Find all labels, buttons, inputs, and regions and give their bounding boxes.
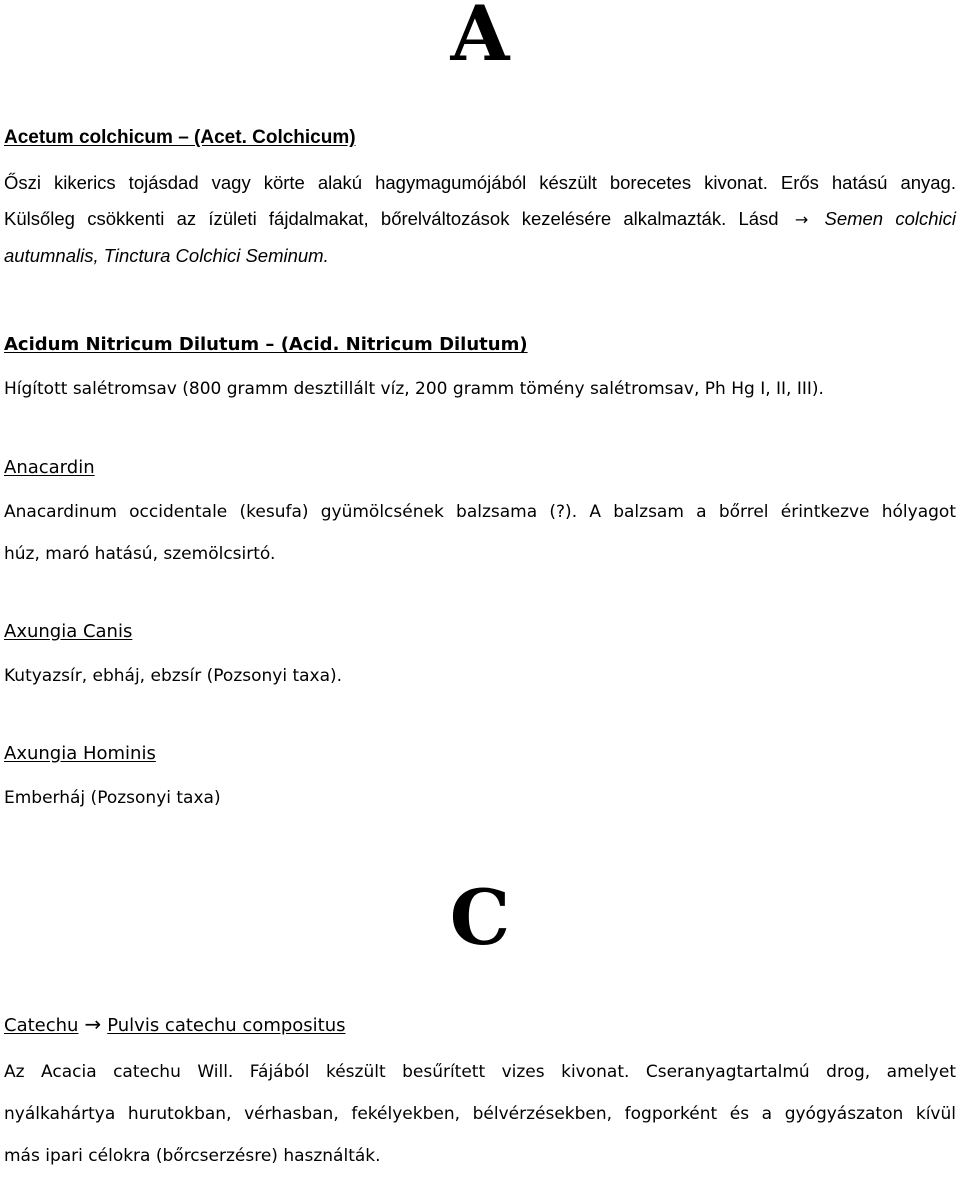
title-term: Catechu — [4, 1015, 79, 1036]
arrow-right-icon: → — [84, 1012, 102, 1036]
see-reference-continued: autumnalis, Tinctura Colchici Seminum. — [4, 245, 329, 266]
entry-axungia-canis — [4, 619, 956, 697]
entry-body — [4, 777, 956, 819]
entry-body — [4, 655, 956, 697]
body-line: Az Acacia catechu Will. Fájából készült besűrített vizes kivonat. Cseranyagtartalmú drog, amelyet — [4, 1062, 956, 1082]
body-line: húz, maró hatású, szemölcsirtó. — [4, 544, 276, 564]
entry-axungia-hominis — [4, 741, 956, 819]
see-reference: Semen colchici — [824, 208, 957, 229]
entry-anacardin — [4, 455, 956, 575]
entry-acidum-nitricum — [4, 332, 956, 410]
body-line: más ipari célokra (bőrcserzésre) használták. — [4, 1146, 381, 1166]
entry-title: Acidum Nitricum Dilutum – (Acid. Nitricum Dilutum) — [4, 334, 528, 355]
entry-title: Acetum colchicum – (Acet. Colchicum) — [4, 127, 356, 148]
entry-title: Axungia Hominis — [4, 743, 156, 764]
body-line: nyálkahártya hurutokban, vérhasban, fekélyekben, bélvérzésekben, fogporként és a gyógyászaton kívül — [4, 1104, 956, 1124]
entry-body — [4, 491, 956, 575]
body-line — [4, 201, 956, 238]
entry-acetum-colchicum — [4, 125, 956, 274]
entry-body — [4, 1051, 956, 1177]
body-line: Őszi kikerics tojásdad vagy körte alakú hagymagumójából készült borecetes kivonat. Erős hatású anyag. — [4, 172, 956, 193]
entry-title — [4, 1011, 956, 1039]
body-text: Külsőleg csökkenti az ízületi fájdalmakat, bőrelváltozások kezelésére alkalmazták. Lásd — [4, 208, 779, 229]
body-line: Hígított salétromsav (800 gramm desztillált víz, 200 gramm tömény salétromsav, Ph Hg I, II, III). — [4, 379, 824, 399]
body-line: Emberháj (Pozsonyi taxa) — [4, 788, 221, 808]
entry-body — [4, 165, 956, 274]
arrow-right-icon: → — [794, 210, 809, 229]
body-line: Anacardinum occidentale (kesufa) gyümölcsének balzsama (?). A balzsam a bőrrel érintkezve hólyagot — [4, 502, 956, 522]
body-line: Kutyazsír, ebháj, ebzsír (Pozsonyi taxa). — [4, 666, 343, 686]
entry-title: Axungia Canis — [4, 621, 133, 642]
section-letter-a: A — [450, 0, 510, 78]
entry-body — [4, 368, 956, 410]
entry-title: Anacardin — [4, 457, 95, 478]
section-letter-c: C — [449, 873, 511, 962]
title-see-reference: Pulvis catechu compositus — [107, 1015, 346, 1036]
entry-catechu — [4, 1011, 956, 1177]
